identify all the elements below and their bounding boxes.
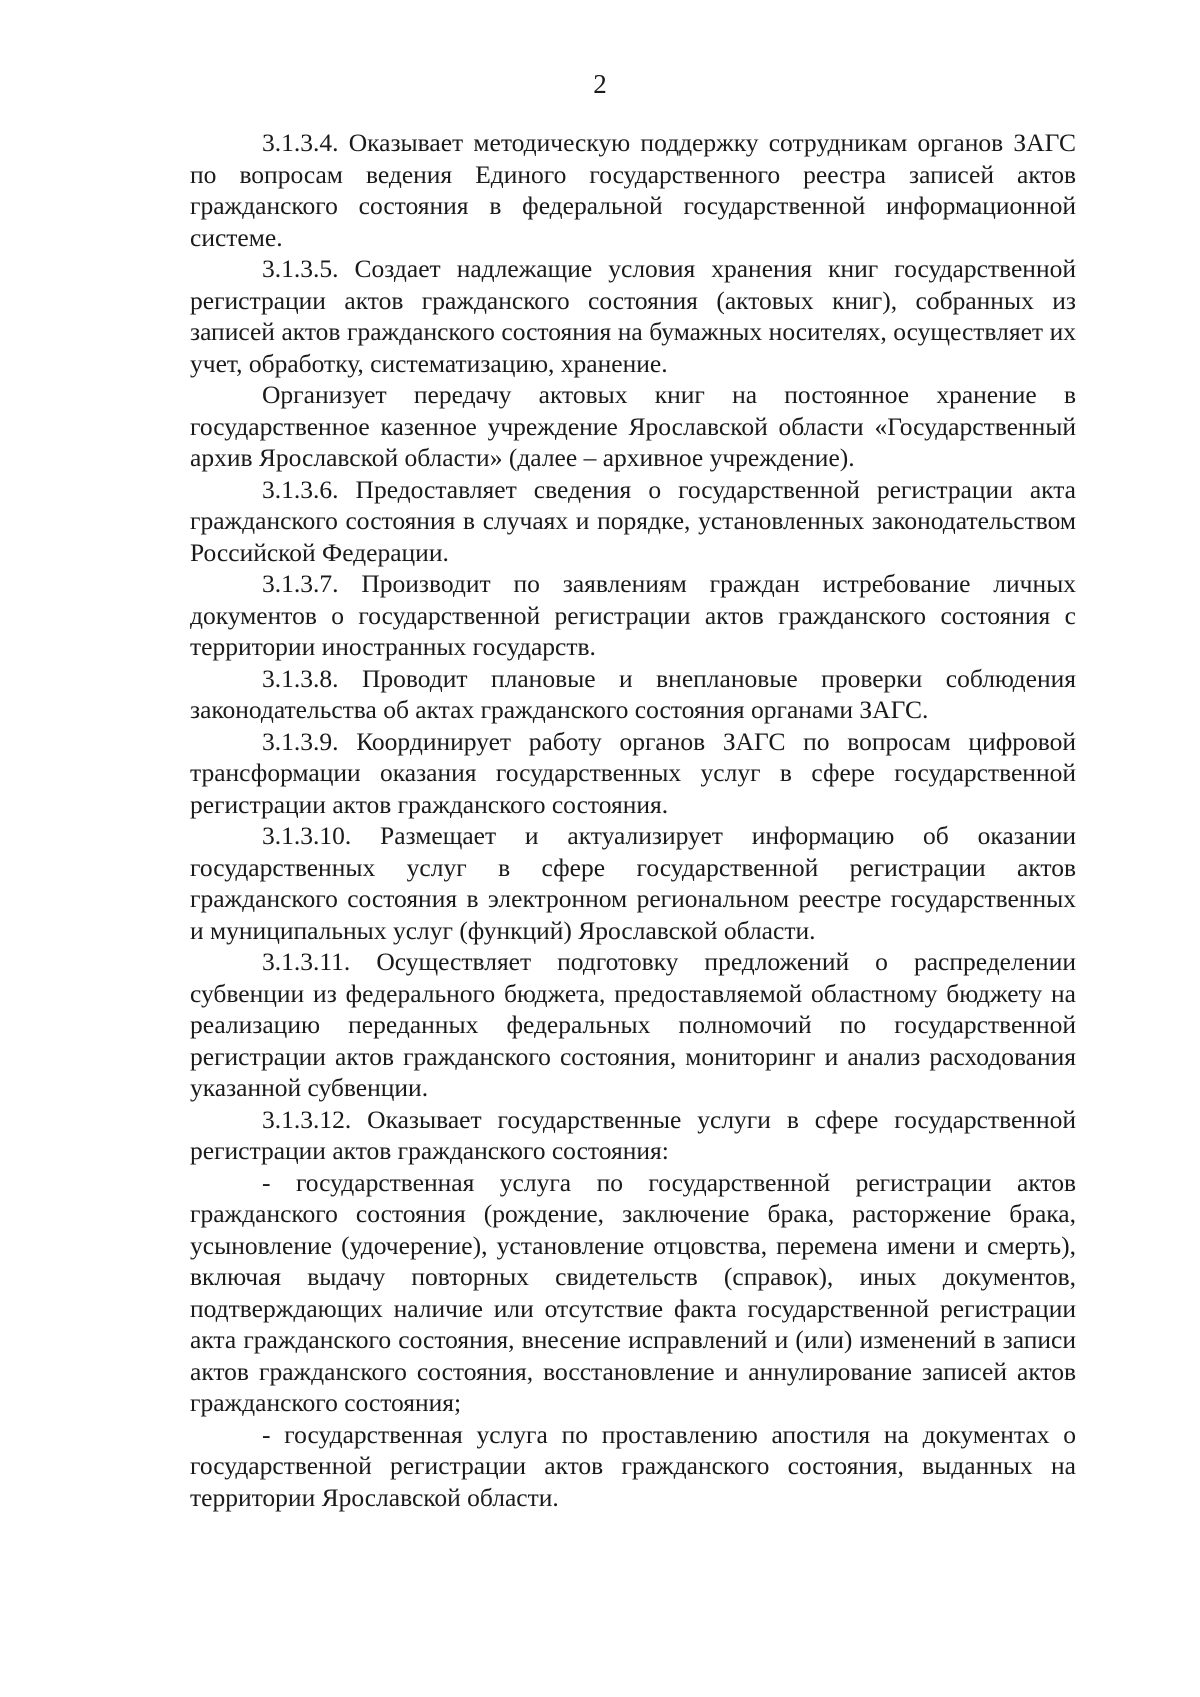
document-body: [190, 127, 1076, 1513]
list-item-apostille-service: - государственная услуга по проставлению апостиля на документах о государственной регистрации актов гражданского состояния, выданных на территории Ярославской области.: [190, 1419, 1076, 1512]
paragraph-archive-transfer: Организует передачу актовых книг на постоянное хранение в государственное казенное учреждение Ярославской области «Государственный архив Ярославской области» (далее – архивное учреждение).: [190, 380, 1076, 472]
paragraph-3-1-3-9: 3.1.3.9. Координирует работу органов ЗАГС по вопросам цифровой трансформации оказания государственных услуг в сфере государственной регистрации актов гражданского состояния.: [190, 726, 1076, 819]
paragraph-3-1-3-10: 3.1.3.10. Размещает и актуализирует информацию об оказании государственных услуг в сфере государственной регистрации актов гражданского состояния в электронном региональном реестре государственных и муниципальных услуг (функций) Ярославской области.: [190, 821, 1076, 945]
paragraph-3-1-3-4: 3.1.3.4. Оказывает методическую поддержку сотрудникам органов ЗАГС по вопросам ведения Единого государственного реестра записей актов гражданского состояния в федеральной государственной информационной системе.: [190, 128, 1076, 252]
paragraph-3-1-3-12: 3.1.3.12. Оказывает государственные услуги в сфере государственной регистрации актов гражданского состояния:: [190, 1104, 1076, 1165]
paragraph-3-1-3-7: 3.1.3.7. Производит по заявлениям граждан истребование личных документов о государственной регистрации актов гражданского состояния с территории иностранных государств.: [190, 569, 1076, 661]
paragraph-3-1-3-8: 3.1.3.8. Проводит плановые и внеплановые проверки соблюдения законодательства об актах гражданского состояния органами ЗАГС.: [190, 663, 1076, 724]
paragraph-3-1-3-6: 3.1.3.6. Предоставляет сведения о государственной регистрации акта гражданского состояния в случаях и порядке, установленных законодательством Российской Федерации.: [190, 474, 1076, 567]
page-number: 2: [593, 69, 607, 99]
paragraph-3-1-3-11: 3.1.3.11. Осуществляет подготовку предложений о распределении субвенции из федерального бюджета, предоставляемой областному бюджету на реализацию переданных федеральных полномочий по государственной регистрации актов гражданского состояния, мониторинг и анализ расходования указанной субвенции.: [190, 947, 1076, 1102]
paragraph-3-1-3-5: 3.1.3.5. Создает надлежащие условия хранения книг государственной регистрации актов гражданского состояния (актовых книг), собранных из записей актов гражданского состояния на бумажных носителях, осуществляет их учет, обработку, систематизацию, хранение.: [190, 254, 1076, 378]
list-item-registration-service: - государственная услуга по государственной регистрации актов гражданского состояния (рождение, заключение брака, расторжение брака, усыновление (удочерение), установление отцовства, перемена имени и смерть), включая выдачу повторных свидетельств (справок), иных документов, подтверждающих наличие или отсутствие факта государственной регистрации акта гражданского состояния, внесение исправлений и (или) изменений в записи актов гражданского состояния, восстановление и аннулирование записей актов гражданского состояния;: [190, 1167, 1076, 1417]
